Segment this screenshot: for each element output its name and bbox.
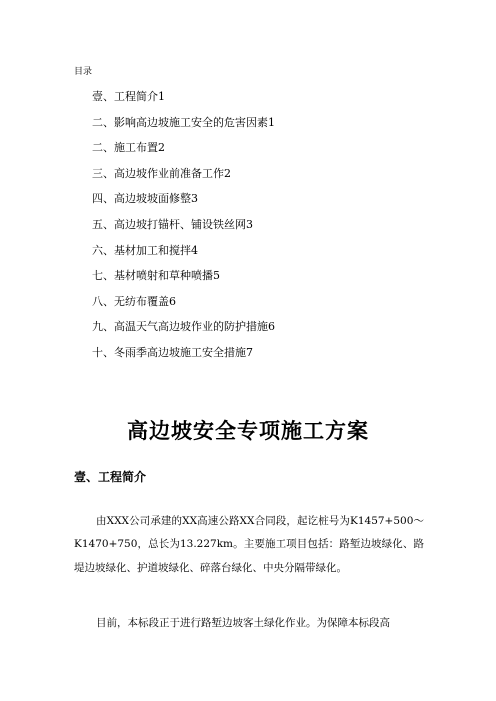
- toc-item[interactable]: 五、高边坡打锚杆、铺设铁丝网3: [92, 217, 253, 231]
- toc-item[interactable]: 七、基材喷射和草种喷播5: [92, 269, 220, 283]
- toc-item[interactable]: 四、高边坡坡面修整3: [92, 192, 198, 206]
- body-paragraph: 目前，本标段正于进行路堑边坡客土绿化作业。为保障本标段高: [96, 616, 390, 629]
- toc-item[interactable]: 壹、工程简介1: [92, 90, 165, 103]
- section-heading: 壹、工程简介: [74, 470, 147, 484]
- toc-item[interactable]: 三、高边坡作业前准备工作2: [92, 166, 231, 180]
- toc-item[interactable]: 六、基材加工和搅拌4: [92, 243, 198, 257]
- toc-item[interactable]: 八、无纺布覆盖6: [92, 294, 176, 308]
- body-paragraph: 由XXX公司承建的XX高速公路XX合同段，起讫桩号为K1457+500～K1470+750，总长为13.227km。主要施工项目包括：路堑边坡绿化、路堤边坡绿化、护道坡绿化、碎落台绿化、中央分隔带绿化。: [74, 514, 424, 574]
- toc-item[interactable]: 九、高温天气高边坡作业的防护措施6: [92, 320, 275, 334]
- document-title: 高边坡安全专项施工方案: [127, 419, 369, 443]
- toc-item[interactable]: 二、施工布置2: [92, 141, 165, 155]
- toc-heading: 目录: [74, 67, 93, 77]
- table-of-contents: [92, 88, 275, 370]
- toc-item[interactable]: 二、影响高边坡施工安全的危害因素1: [92, 115, 275, 129]
- toc-item[interactable]: 十、冬雨季高边坡施工安全措施7: [92, 345, 253, 359]
